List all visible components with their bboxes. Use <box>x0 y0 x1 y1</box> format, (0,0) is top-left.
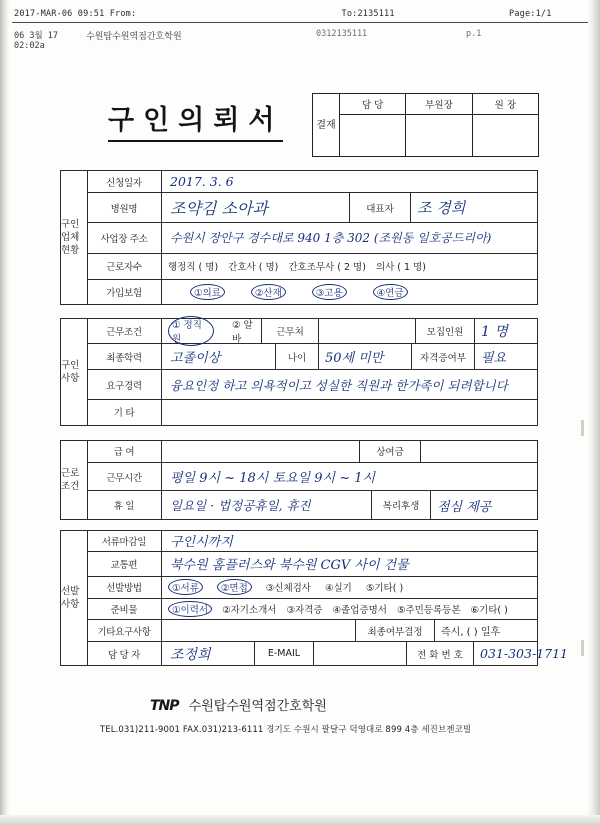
value-license[interactable]: 필요 <box>481 351 507 367</box>
value-work-place[interactable] <box>319 319 415 343</box>
prepare-option-license[interactable]: ③자격증 <box>286 604 323 616</box>
work-option-fulltime[interactable]: ① 정직원 <box>168 316 214 346</box>
label-representative: 대표자 <box>349 193 411 222</box>
label-insurance: 가입보험 <box>87 280 162 304</box>
page-title: 구인의뢰서 <box>108 98 283 142</box>
labor-block-caption: 근로조건 <box>61 441 88 519</box>
applicant-block <box>60 170 538 305</box>
value-hours[interactable]: 평일 9시 ~ 18시 토요일 9시 ~ 1시 <box>170 471 376 487</box>
method-option-practical[interactable]: ④실기 <box>324 583 352 595</box>
approval-box <box>312 93 539 157</box>
label-address: 사업장 주소 <box>87 223 162 252</box>
fax-header <box>14 9 589 19</box>
value-selection-method[interactable] <box>162 577 537 598</box>
footer-logo-mark: TNP <box>150 698 179 714</box>
insurance-option-industrial[interactable]: ②산재 <box>251 284 286 300</box>
row-education <box>87 344 537 370</box>
value-education[interactable]: 고졸이상 <box>170 351 221 367</box>
label-recruit-count: 모집인원 <box>415 319 475 343</box>
label-age: 나이 <box>275 344 319 369</box>
label-email: E-MAIL <box>254 642 314 665</box>
value-hospital[interactable]: 조약김 소아과 <box>170 199 268 219</box>
value-career[interactable]: 융요인정 하고 의욕적이고 성실한 직원과 한가족이 되려합니다 <box>170 377 508 393</box>
row-address <box>87 223 537 253</box>
approval-cell-staff[interactable] <box>340 115 406 156</box>
value-insurance[interactable] <box>162 280 537 304</box>
conditions-block <box>60 318 538 426</box>
value-recruit-count[interactable]: 1 명 <box>481 324 508 340</box>
fold-mark-upper <box>581 420 584 436</box>
label-etc: 기 타 <box>87 400 162 425</box>
value-etc[interactable] <box>162 400 537 425</box>
label-transport: 교통편 <box>87 552 162 576</box>
value-staff-count[interactable] <box>162 254 537 279</box>
row-insurance <box>87 280 537 304</box>
label-work-condition: 근무조건 <box>87 319 162 343</box>
approval-header-vice: 부원장 <box>406 94 472 114</box>
method-option-physical[interactable]: ③신체검사 <box>265 583 311 595</box>
row-staff-count <box>87 254 537 280</box>
scan-edge-right <box>588 0 600 825</box>
footer-logo <box>150 695 327 714</box>
value-other-request[interactable] <box>162 620 355 641</box>
value-address[interactable]: 수원시 장안구 경수대로 940 1층 302 (조원동 일호공드리아) <box>170 231 492 246</box>
conditions-block-caption: 구인사항 <box>61 319 88 425</box>
prepare-option-other[interactable]: ⑥기타( ) <box>470 604 508 616</box>
row-holiday <box>87 491 537 519</box>
value-transport[interactable]: 북수원 홈플러스와 북수원 CGV 사이 건물 <box>170 558 409 574</box>
scan-edge-left <box>0 0 9 825</box>
label-work-place: 근무처 <box>261 319 319 343</box>
staff-part-nurse: 간호사 ( 명) <box>228 262 279 274</box>
value-work-condition[interactable] <box>162 319 261 343</box>
footer-contact: TEL.031)211-9001 FAX.031)213-6111 경기도 수원시 팔달구 덕영대로 899 4층 세진브젠코빌 <box>100 725 472 735</box>
label-contact-person: 담 당 자 <box>87 642 162 665</box>
insurance-option-pension[interactable]: ④연금 <box>373 284 408 300</box>
fax-sub-tail: p.1 <box>466 29 482 39</box>
insurance-option-employment[interactable]: ③고용 <box>312 284 347 300</box>
label-pay: 급 여 <box>87 441 162 462</box>
value-age[interactable]: 50세 미만 <box>325 351 384 367</box>
value-preparation[interactable] <box>162 599 537 620</box>
label-decision: 최종여부결정 <box>355 620 435 641</box>
row-selection-method <box>87 577 537 599</box>
method-option-interview[interactable]: ②면접 <box>217 579 252 595</box>
value-representative[interactable]: 조 경희 <box>417 199 466 218</box>
row-hours <box>87 463 537 492</box>
fax-to: To:2135111 <box>341 9 395 19</box>
staff-part-assistant: 간호조무사 ( 2 명) <box>288 262 366 274</box>
value-holiday[interactable]: 일요일 · 법정공휴일, 휴진 <box>170 498 311 514</box>
fold-mark-lower <box>581 640 584 656</box>
scan-edge-bottom <box>0 815 600 825</box>
value-bonus[interactable] <box>421 441 537 462</box>
prepare-option-cover-letter[interactable]: ②자기소개서 <box>222 604 277 616</box>
applicant-block-caption: 구인업체현황 <box>61 171 88 304</box>
fax-page: Page:1/1 <box>509 9 552 19</box>
row-career <box>87 370 537 400</box>
label-staff-count: 근로자수 <box>87 254 162 279</box>
selection-block <box>60 530 568 666</box>
row-contact <box>87 642 568 665</box>
value-pay[interactable] <box>162 441 359 462</box>
label-application-date: 신청일자 <box>87 171 162 192</box>
footer-logo-text: 수원탑수원역점간호학원 <box>188 699 327 714</box>
label-welfare: 복리후생 <box>371 491 431 519</box>
fax-sub-time: 06 3월 17 02:02a <box>14 31 59 51</box>
label-education: 최종학력 <box>87 344 162 369</box>
method-option-other[interactable]: ⑤기타( ) <box>365 583 404 595</box>
header-rule <box>12 22 588 23</box>
row-work-condition <box>87 319 537 344</box>
value-application-date[interactable]: 2017. 3. 6 <box>170 174 234 190</box>
work-option-parttime[interactable]: ② 알바 <box>231 320 253 345</box>
approval-side-label: 결재 <box>313 94 340 156</box>
approval-header-staff: 담 당 <box>340 94 406 114</box>
label-bonus: 상여금 <box>359 441 421 462</box>
fax-sub-sender: 수원탑수원역점간호학원 <box>86 32 182 42</box>
label-holiday: 휴 일 <box>87 491 162 519</box>
labor-block <box>60 440 538 520</box>
label-selection-method: 선발방법 <box>87 577 162 598</box>
row-hospital <box>87 193 537 223</box>
fax-sub-number: 0312135111 <box>316 29 368 39</box>
label-hours: 근무시간 <box>87 463 162 491</box>
prepare-option-diploma[interactable]: ④졸업증명서 <box>332 604 387 616</box>
label-career: 요구경력 <box>87 370 162 399</box>
value-decision[interactable]: 즉시, ( ) 일후 <box>441 627 501 639</box>
approval-cell-head[interactable] <box>473 115 538 156</box>
row-pay <box>87 441 537 463</box>
value-telephone[interactable]: 031-303-1711 <box>480 646 568 662</box>
value-email[interactable] <box>314 642 406 665</box>
row-etc <box>87 400 537 425</box>
label-hospital: 병원명 <box>87 193 162 222</box>
value-doc-deadline[interactable]: 구인시까지 <box>170 535 233 551</box>
label-license: 자격증여부 <box>411 344 475 369</box>
approval-header-head: 원 장 <box>494 100 516 111</box>
label-telephone: 전 화 번 호 <box>406 642 474 665</box>
label-doc-deadline: 서류마감일 <box>87 531 162 551</box>
row-preparation <box>87 599 537 621</box>
value-contact-person[interactable]: 조정희 <box>170 646 211 663</box>
method-option-documents[interactable]: ①서류 <box>168 579 203 595</box>
selection-block-caption: 선발사항 <box>61 531 88 665</box>
row-application-date <box>87 171 537 193</box>
fax-date-from: 2017-MAR-06 09:51 From: <box>14 9 137 19</box>
label-other-request: 기타요구사항 <box>87 620 162 641</box>
label-preparation: 준비물 <box>87 599 162 620</box>
prepare-option-residence[interactable]: ⑤주민등록등본 <box>396 604 461 616</box>
value-welfare[interactable]: 점심 제공 <box>437 499 492 515</box>
approval-cell-vice[interactable] <box>406 115 472 156</box>
staff-part-admin: 행정직 ( 명) <box>168 262 219 274</box>
row-other-request <box>87 620 537 642</box>
row-doc-deadline <box>87 531 537 552</box>
prepare-option-resume[interactable]: ①이력서 <box>168 601 212 617</box>
staff-part-doctor: 의사 ( 1 명) <box>375 262 426 274</box>
insurance-option-medical[interactable]: ①의료 <box>190 284 225 300</box>
row-transport <box>87 552 537 577</box>
fax-subheader <box>14 29 589 51</box>
